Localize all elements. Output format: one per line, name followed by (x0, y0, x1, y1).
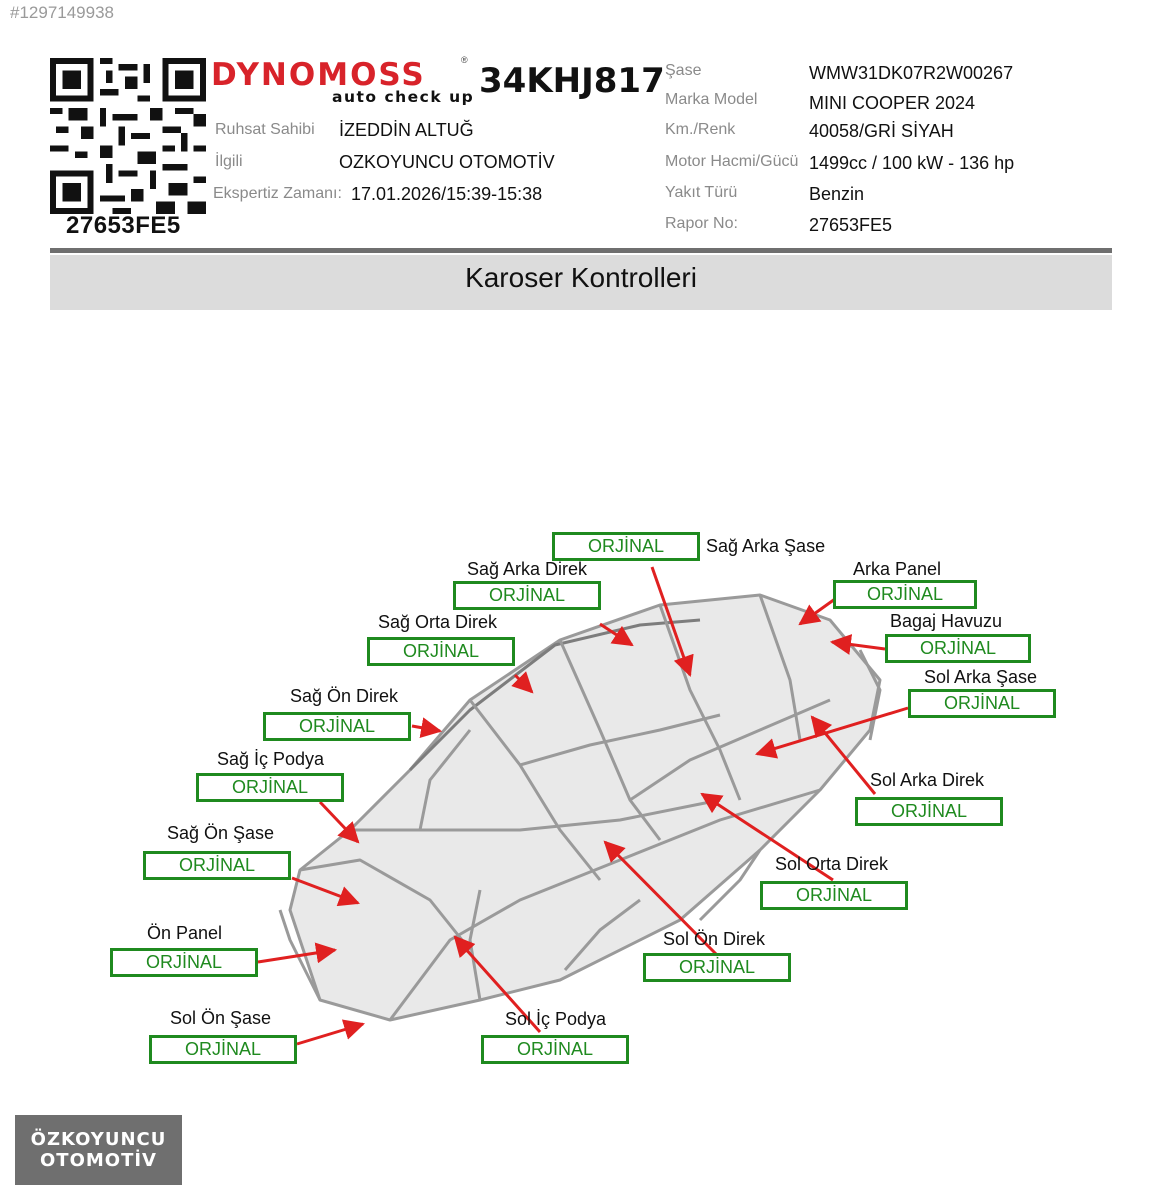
part-status-right-middle-pillar: ORJİNAL (367, 637, 515, 666)
fuel-label: Yakıt Türü (665, 184, 738, 201)
part-label-rear-panel: Arka Panel (853, 559, 942, 579)
inspection-time-label: Ekspertiz Zamanı: (213, 185, 342, 202)
engine-value: 1499cc / 100 kW - 136 hp (809, 153, 1015, 173)
part-status-rear-left-chassis: ORJİNAL (908, 689, 1056, 718)
part-status-left-inner-sill: ORJİNAL (481, 1035, 629, 1064)
part-label-right-inner-sill: Sağ İç Podya (217, 749, 325, 769)
engine-label: Motor Hacmi/Gücü (665, 153, 799, 170)
part-status-rear-right-pillar: ORJİNAL (453, 581, 601, 610)
km-color-value: 40058/GRİ SİYAH (809, 121, 954, 141)
part-status-left-front-chassis: ORJİNAL (149, 1035, 297, 1064)
part-label-left-front-chassis: Sol Ön Şase (170, 1008, 272, 1028)
brand-tagline: auto check up (332, 88, 475, 106)
part-status-rear-right-chassis: ORJİNAL (552, 532, 700, 561)
header-divider (50, 248, 1112, 253)
part-label-right-middle-pillar: Sağ Orta Direk (378, 612, 498, 632)
owner-label: Ruhsat Sahibi (215, 121, 315, 138)
part-status-right-inner-sill: ORJİNAL (196, 773, 344, 802)
part-status-left-front-pillar: ORJİNAL (643, 953, 791, 982)
registered-mark: ® (461, 55, 468, 65)
part-label-front-panel: Ön Panel (147, 923, 223, 943)
qr-code-icon (50, 58, 206, 214)
part-label-rear-left-chassis: Sol Arka Şase (924, 667, 1038, 687)
report-no-label: Rapor No: (665, 215, 738, 232)
part-label-rear-right-pillar: Sağ Arka Direk (467, 559, 588, 579)
part-status-right-front-chassis: ORJİNAL (143, 851, 291, 880)
section-title: Karoser Kontrolleri (465, 262, 697, 293)
part-label-trunk-floor: Bagaj Havuzu (890, 611, 1003, 631)
chassis-value: WMW31DK07R2W00267 (809, 63, 1014, 83)
chassis-label: Şase (665, 62, 702, 79)
model-value: MINI COOPER 2024 (809, 93, 976, 113)
part-label-left-middle-pillar: Sol Orta Direk (775, 854, 889, 874)
model-label: Marka Model (665, 91, 758, 108)
brand-logo: DYNOMOSS (211, 57, 426, 93)
part-status-right-front-pillar: ORJİNAL (263, 712, 411, 741)
part-status-front-panel: ORJİNAL (110, 948, 258, 977)
listing-id: #1297149938 (10, 3, 115, 22)
license-plate: 34KHJ817 (479, 61, 665, 101)
part-label-left-inner-sill: Sol İç Podya (505, 1009, 607, 1029)
dealer-watermark (15, 1115, 182, 1185)
watermark-line-2: OTOMOTİV (39, 1150, 157, 1171)
part-status-left-middle-pillar: ORJİNAL (760, 881, 908, 910)
watermark-line-1: ÖZKOYUNCU (30, 1129, 167, 1150)
fuel-value: Benzin (809, 184, 865, 204)
part-label-right-front-pillar: Sağ Ön Direk (290, 686, 399, 706)
report-no-value: 27653FE5 (809, 215, 893, 235)
qr-code-text: 27653FE5 (66, 212, 181, 239)
part-status-rear-left-pillar: ORJİNAL (855, 797, 1003, 826)
part-status-trunk-floor: ORJİNAL (885, 634, 1031, 663)
part-status-rear-panel: ORJİNAL (833, 580, 977, 609)
inspection-time-value: 17.01.2026/15:39-15:38 (351, 184, 543, 204)
km-color-label: Km./Renk (665, 121, 736, 138)
owner-value: İZEDDİN ALTUĞ (339, 120, 474, 140)
related-label: İlgili (215, 153, 243, 170)
part-label-rear-right-chassis: Sağ Arka Şase (706, 536, 826, 556)
part-label-left-front-pillar: Sol Ön Direk (663, 929, 766, 949)
related-value: OZKOYUNCU OTOMOTİV (339, 152, 555, 172)
part-label-right-front-chassis: Sağ Ön Şase (167, 823, 275, 843)
part-label-rear-left-pillar: Sol Arka Direk (870, 770, 985, 790)
